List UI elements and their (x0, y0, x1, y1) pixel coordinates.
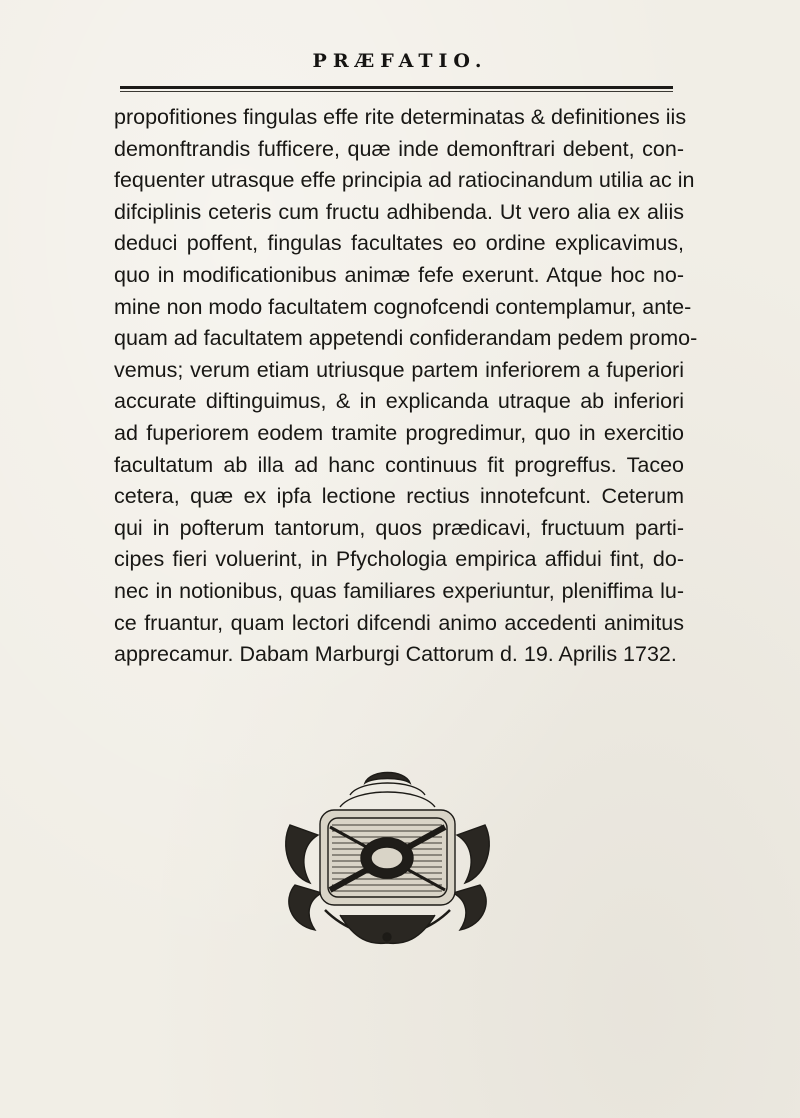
text-line: apprecamur. Dabam Marburgi Cattorum d. 19. Aprilis 1732. (114, 642, 677, 667)
text-line: fequenter utrasque effe principia ad ratiocinandum utilia ac in (114, 168, 695, 193)
text-line: mine non modo facultatem cognofcendi contemplamur, ante- (114, 294, 692, 319)
text-line: facultatum ab illa ad hanc continuus fit progreffus. Taceo (114, 452, 684, 477)
text-line: deduci poffent, fingulas facultates eo ordine explicavimus, (114, 231, 684, 256)
text-line: cetera, quæ ex ipfa lectione rectius innotefcunt. Ceterum (114, 484, 684, 509)
text-line: accurate diftinguimus, & in explicanda utraque ab inferiori (114, 389, 684, 414)
body-text (114, 102, 698, 671)
text-line: quam ad facultatem appetendi confiderandam pedem promo- (114, 326, 698, 351)
text-line: cipes fieri voluerint, in Pfychologia empirica affidui fint, do- (114, 547, 684, 572)
text-line: propofitiones fingulas effe rite determinatas & definitiones iis (114, 105, 687, 129)
text-line: nec in notionibus, quas familiares experiuntur, pleniffima lu- (114, 578, 684, 603)
running-head: PRÆFATIO. (312, 50, 488, 72)
text-line: qui in pofterum tantorum, quos prædicavi, fructuum parti- (114, 515, 684, 540)
header-rule (120, 86, 673, 89)
text-line: ad fuperiorem eodem tramite progredimur, quo in exercitio (114, 420, 684, 445)
text-line: ce fruantur, quam lectori difcendi animo accedenti animitus (114, 610, 684, 635)
text-line: difciplinis ceteris cum fructu adhibenda. Ut vero alia ex aliis (114, 199, 684, 224)
text-line: quo in modificationibus animæ fefe exerunt. Atque hoc no- (114, 262, 684, 287)
vignette-ornament-icon (270, 765, 505, 950)
text-line: vemus; verum etiam utriusque partem inferiorem a fuperiori (114, 357, 684, 382)
header-rule-thin (120, 91, 673, 92)
text-line: demonftrandis fufficere, quæ inde demonftrari debent, con- (114, 136, 684, 161)
